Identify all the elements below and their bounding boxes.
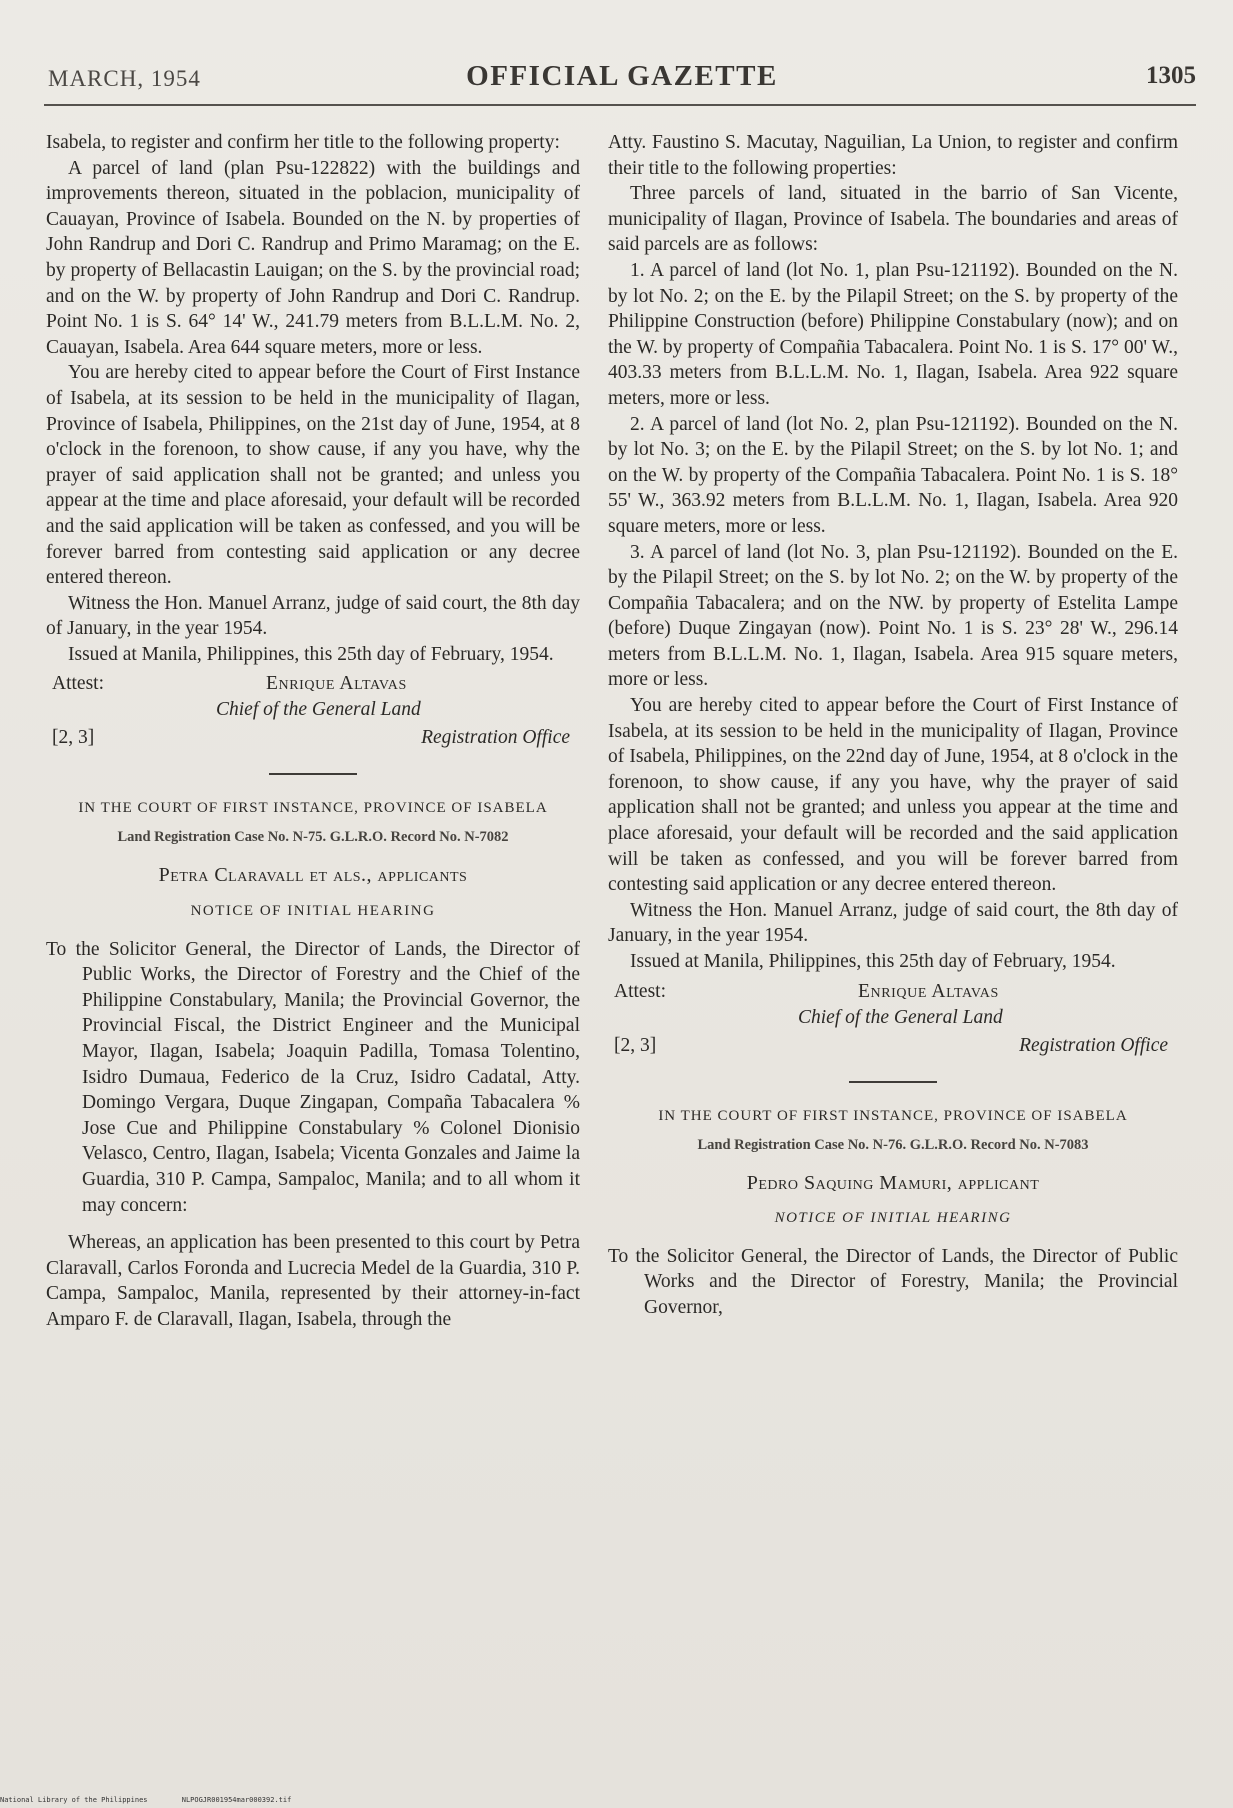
right-paragraph-1: Atty. Faustino S. Macutay, Naguilian, La Union, to register and confirm their title to the following properties: [608,132,1178,179]
applicant-line: Pedro Saquing Mamuri, applicant [746,1171,1040,1194]
applicant-line: Petra Claravall et als., applicants [158,864,468,887]
scan-footer [0,1796,321,1804]
right-paragraph-2: Three parcels of land, situated in the barrio of San Vicente, municipality of Ilagan, Province of Isabela. The boundaries and areas of said parcels are as follows: [608,183,1178,256]
court-heading: IN THE COURT OF FIRST INSTANCE, PROVINCE OF ISABELA [658,1107,1128,1124]
right-paragraph-citation: You are hereby cited to appear before the Court of First Instance of Isabela, at its session to be held in the municipality of Ilagan, Province of Isabela, Philippines, on the 22nd day of June, 1954, at 8 o'clock in the forenoon, to show cause, if any you have, why the prayer of said application shall not be granted; and unless you appear at the time and place aforesaid, your default will be recorded and the said application will be taken as confessed, and you will be forever barred from contesting said application or any decree entered thereon. [608,695,1178,896]
issue-reference: [2, 3] [614,1034,657,1056]
section-divider [849,1081,937,1083]
page-number: 1305 [1146,62,1196,89]
signatory-title-line-1: Chief of the General Land [216,699,421,721]
case-number: Land Registration Case No. N-75. G.L.R.O. Record No. N-7082 [117,829,509,846]
right-paragraph-issued: Issued at Manila, Philippines, this 25th day of February, 1954. [630,951,1116,972]
left-paragraph-1: Isabela, to register and confirm her title to the following property: [46,132,560,153]
parcel-3-paragraph: 3. A parcel of land (lot No. 3, plan Psu-121192). Bounded on the E. by the Pilapil Street; on the S. by lot No. 2; on the W. by property of the Compañia Tabacalera; and on the NW. by property of Estelita Lampe (before) Duque Zingayan (now). Point No. 1 is S. 23° 28' W., 296.14 meters from B.L.L.M. No. 1, Ilagan, Isabela. Area 915 square meters, more or less. [608,541,1178,691]
left-paragraph-2: A parcel of land (plan Psu-122822) with the buildings and improvements thereon, situated in the poblacion, municipality of Cauayan, Province of Isabela. Bounded on the N. by properties of John Randrup and Dori C. Randrup and Primo Maramag; on the E. by property of Bellacastin Lauigan; on the S. by the provincial road; and on the W. by property of John Randrup and Dori C. Randrup. Point No. 1 is S. 64° 14' W., 241.79 meters from B.L.L.M. No. 2, Cauayan, Isabela. Area 644 square meters, more or less. [46,157,580,358]
signatory-name: Enrique Altavas [858,980,999,1002]
addressees-paragraph: To the Solicitor General, the Director of Lands, the Director of Public Works, the Director of Forestry and the Chief of the Philippine Constabulary, Manila; the Provincial Governor, the Provincial Fiscal, the District Engineer and the Municipal Mayor, Ilagan, Isabela; Joaquin Padilla, Tomasa Tolentino, Isidro Dumaua, Federico de la Cruz, Isidro Cadatal, Atty. Domingo Vergara, Duque Zingapan, Compaña Tabacalera % Jose Cue and Philippine Constabulary % Colonel Dionisio Velasco, Centro, Ilagan, Isabela; Vicenta Gonzales and Jaime la Guardia, 310 P. Campa, Sampaloc, Manila; and to all whom it may concern: [46,938,580,1216]
section-divider [269,773,357,775]
left-paragraph-4: Witness the Hon. Manuel Arranz, judge of said court, the 8th day of January, in the year 1954. [46,592,580,640]
header-title: OFFICIAL GAZETTE [466,60,778,92]
signatory-name: Enrique Altavas [266,673,407,695]
right-paragraph-witness: Witness the Hon. Manuel Arranz, judge of said court, the 8th day of January, in the year 1954. [608,899,1178,947]
whereas-paragraph: Whereas, an application has been presented to this court by Petra Claravall, Carlos Foronda and Lucrecia Medel de la Guardia, 310 P. Campa, Sampaloc, Manila, represented by their attorney-in-fact Amparo F. de Claravall, Ilagan, Isabela, through the [46,1232,580,1330]
scan-filename: NLPOGJR001954mar000392.tif [181,1796,292,1804]
case-number: Land Registration Case No. N-76. G.L.R.O. Record No. N-7083 [697,1136,1089,1153]
parcel-2-paragraph: 2. A parcel of land (lot No. 2, plan Psu-121192). Bounded on the N. by lot No. 3; on the E. by the Pilapil Street; on the S. by lot No. 1; and on the W. by property of the Compañia Tabacalera. Point No. 1 is S. 18° 55' W., 363.92 meters from B.L.L.M. No. 1, Ilagan, Isabela. Area 920 square meters, more or less. [608,413,1178,537]
left-paragraph-5: Issued at Manila, Philippines, this 25th day of February, 1954. [68,643,554,665]
header-rule [44,104,1196,106]
header-date: MARCH, 1954 [48,66,201,91]
signatory-title-line-2: Registration Office [421,727,570,749]
page-header [48,58,1196,98]
left-paragraph-3: You are hereby cited to appear before the Court of First Instance of Isabela, at its session to be held in the municipality of Ilagan, Province of Isabela, Philippines, on the 21st day of June, 1954, at 8 o'clock in the forenoon, to show cause, if any you have, why the prayer of said application shall not be granted; and unless you appear at the time and place aforesaid, your default will be recorded and the said application will be taken as confessed, and you will be forever barred from contesting said application or any decree entered thereon. [46,362,580,589]
attest-label: Attest: [614,980,666,1002]
library-credit: National Library of the Philippines [0,1796,148,1804]
notice-heading: NOTICE OF INITIAL HEARING [190,903,436,920]
notice-heading: NOTICE OF INITIAL HEARING [774,1210,1012,1227]
right-signature-block [608,979,1178,1063]
signatory-title-line-2: Registration Office [1019,1034,1168,1056]
court-heading: IN THE COURT OF FIRST INSTANCE, PROVINCE OF ISABELA [78,800,548,817]
attest-label: Attest: [52,673,104,695]
left-signature-block [46,671,580,755]
right-column [608,130,1178,1321]
issue-reference: [2, 3] [52,727,95,749]
parcel-1-paragraph: 1. A parcel of land (lot No. 1, plan Psu-121192). Bounded on the N. by lot No. 2; on the E. by the Pilapil Street; on the S. by property of the Philippine Construction (before) Philippine Constabulary (now); and on the W. by property of Compañia Tabacalera. Point No. 1 is S. 17° 00' W., 403.33 meters from B.L.L.M. No. 1, Ilagan, Isabela. Area 922 square meters, more or less. [608,259,1178,409]
addressees-paragraph: To the Solicitor General, the Director of Lands, the Director of Public Works and the Director of Forestry, Manila; the Provincial Governor, [608,1245,1178,1318]
signatory-title-line-1: Chief of the General Land [798,1006,1003,1028]
left-column [46,130,580,1333]
